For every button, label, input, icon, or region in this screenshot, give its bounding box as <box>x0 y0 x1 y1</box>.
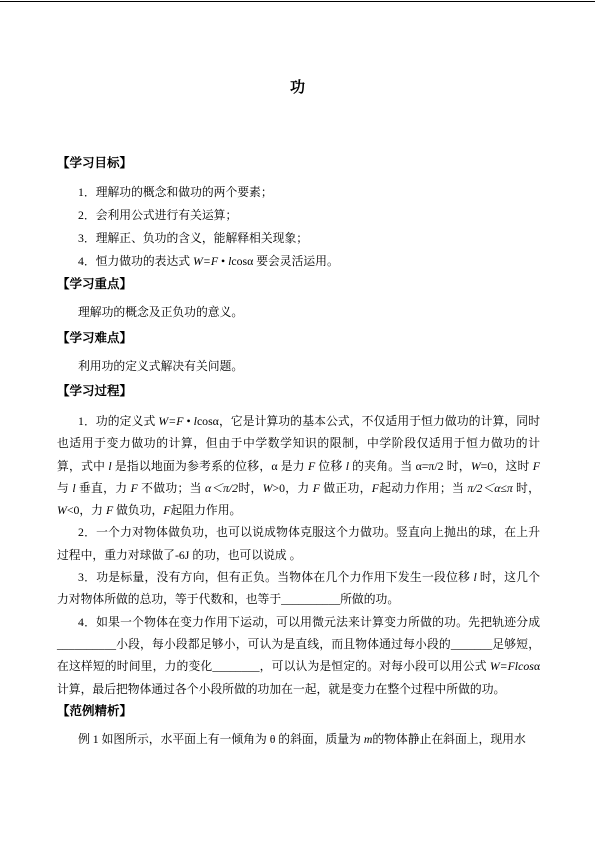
section-process <box>57 380 540 700</box>
math-symbol: F <box>312 480 321 495</box>
text-run: 与 <box>57 480 73 495</box>
section-difficulties <box>57 327 540 378</box>
text-run: 的物体静止在斜面上，现用水 <box>372 731 526 746</box>
text-run: 时， <box>238 480 263 495</box>
header-rule <box>0 1 595 2</box>
math-symbol: W <box>262 480 273 495</box>
math-symbol: l <box>108 458 112 473</box>
math-symbol: W=Flcos <box>489 659 534 674</box>
math-symbol: l <box>72 480 76 495</box>
objective-item <box>57 204 540 227</box>
text-run: >0，力 <box>272 480 313 495</box>
math-symbol: W <box>57 503 67 518</box>
math-symbol: l <box>228 253 232 268</box>
text-run: cosα，它是计算功的基本公式，不仅适用于恒力做功的计算，同时也适用于变力做功的计算，但由于中学数学知识的限制，中学阶段仅适用于恒力做功的计算，式中 <box>57 414 540 473</box>
math-symbol: F <box>532 458 540 473</box>
page-title: 功 <box>289 79 305 96</box>
text-run: 3．理解正、负功的含义，能解释相关现象； <box>78 230 309 245</box>
text-run: • <box>183 414 194 428</box>
text-run: 2．一个力对物体做负功，也可以说成物体克服这个力做功。竖直向上抛出的球，在上升过程中，重力对球做了-6J 的功，也可以说成 。 <box>57 525 540 562</box>
text-run: 起动力作用；当 <box>378 480 468 495</box>
section-heading-examples: 【范例精析】 <box>57 703 133 718</box>
text-run: 2．会利用公式进行有关运算； <box>78 207 238 222</box>
section-heading-objectives: 【学习目标】 <box>57 156 133 170</box>
text-run: 1．理解功的概念和做功的两个要素； <box>78 184 273 199</box>
example-paragraphs <box>57 728 540 750</box>
text-run: • <box>218 253 229 268</box>
text-run: <0，力 <box>66 503 106 518</box>
math-symbol: l <box>193 414 197 428</box>
section-heading-difficulties: 【学习难点】 <box>57 331 133 345</box>
section-objectives <box>57 152 540 273</box>
text-run: 做负功， <box>113 503 164 518</box>
math-symbol: F <box>105 503 114 518</box>
math-symbol: W=F <box>158 414 184 428</box>
text-run: 3．功是标量，没有方向，但有正负。当物体在几个力作用下发生一段位移 <box>78 570 474 585</box>
text-run: 时，这几个力对物体所做的总功，等于代数和，也等于__________所做的功。 <box>57 570 540 607</box>
section-key-points <box>57 273 540 324</box>
math-symbol: l <box>473 570 477 585</box>
math-symbol: F <box>130 480 138 495</box>
difficulties-text: 利用功的定义式解决有关问题。 <box>78 358 244 373</box>
text-run: =0，这时 <box>480 458 533 473</box>
process-paragraph <box>57 521 540 566</box>
math-symbol: α＜π/2 <box>204 480 239 495</box>
text-run: 4．恒力做功的表达式 <box>78 253 194 268</box>
process-paragraph <box>57 566 540 611</box>
objective-item <box>57 227 540 250</box>
process-paragraphs <box>57 410 540 700</box>
text-run: α 计算，最后把物体通过各个小段所做的功加在一起，就是变力在整个过程中所做的功。 <box>57 659 540 696</box>
objective-item <box>57 181 540 204</box>
section-heading-process: 【学习过程】 <box>57 384 133 398</box>
example-paragraph <box>57 728 540 750</box>
page-content <box>57 152 540 750</box>
math-symbol: W=F <box>193 253 219 268</box>
math-symbol: F <box>308 458 316 473</box>
text-run: cosα 要会灵活运用。 <box>231 253 339 268</box>
text-run: 时， <box>512 480 540 495</box>
text-run: 位移 <box>315 458 346 473</box>
objective-item <box>57 250 540 273</box>
text-run: 不做功；当 <box>137 480 205 495</box>
math-symbol: l <box>345 458 349 473</box>
text-run: 是指以地面为参考系的位移，α 是力 <box>111 458 309 473</box>
math-symbol: F <box>163 503 171 518</box>
key-points-text: 理解功的概念及正负功的意义。 <box>78 304 244 319</box>
text-run: 垂直，力 <box>75 480 131 495</box>
section-heading-key-points: 【学习重点】 <box>57 277 133 291</box>
text-run: 起阻力作用。 <box>170 503 242 518</box>
text-run: 的夹角。当 α=π/2 时， <box>348 458 471 473</box>
math-symbol: m <box>363 731 373 746</box>
text-run: 4．如果一个物体在变力作用下运动，可以用微元法来计算变力所做的功。先把轨迹分成__________小段，每小段都足够小，可认为是直线，而且物体通过每小段的_______足够短，在这样短的时间里，力的变化________，可以认为是恒定的。对每小段可以用公式 <box>57 614 540 674</box>
objectives-list <box>57 181 540 273</box>
section-examples <box>57 700 540 750</box>
math-symbol: π/2＜α≤π <box>467 480 513 495</box>
text-run: 1．功的定义式 <box>78 414 159 428</box>
math-symbol: W <box>470 458 481 473</box>
process-paragraph <box>57 410 540 521</box>
math-symbol: F <box>371 480 379 495</box>
text-run: 例 1 如图所示，水平面上有一倾角为 θ 的斜面，质量为 <box>78 731 364 746</box>
text-run: 做正功， <box>320 480 372 495</box>
process-paragraph <box>57 611 540 700</box>
